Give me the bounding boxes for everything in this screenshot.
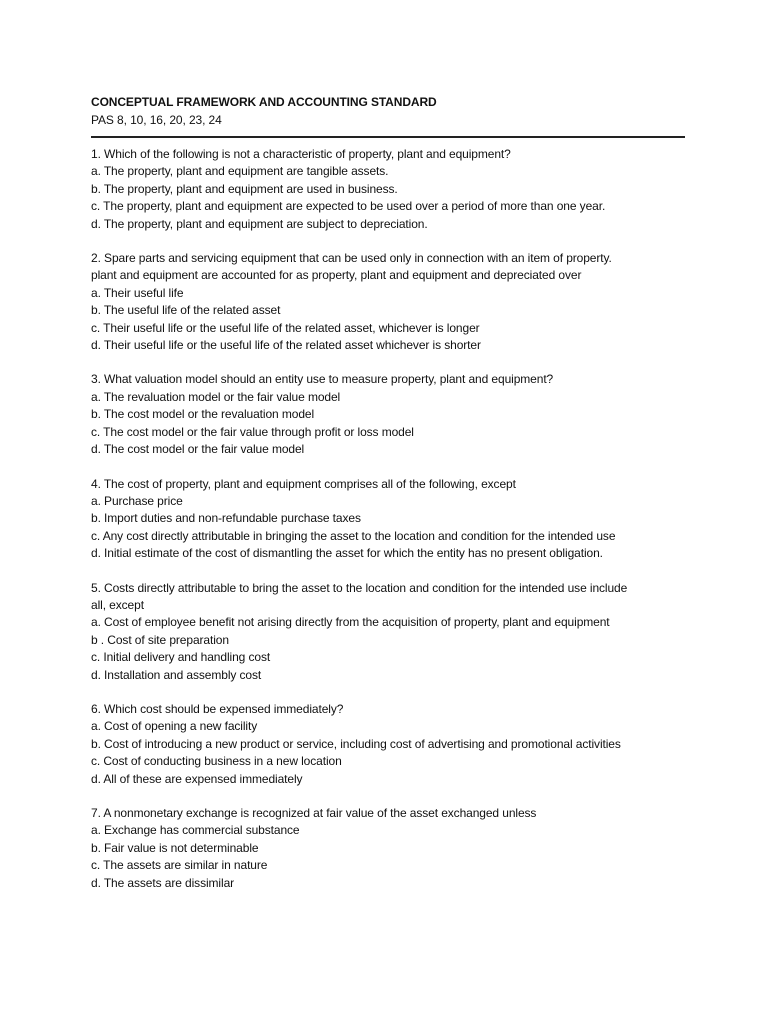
answer-option: d. Initial estimate of the cost of dismantling the asset for which the entity has no present obligation. — [91, 546, 603, 561]
answer-option: c. The assets are similar in nature — [91, 858, 268, 873]
answer-option: a. Cost of employee benefit not arising directly from the acquisition of property, plant and equipment — [91, 615, 610, 630]
answer-option: c. The cost model or the fair value through profit or loss model — [91, 424, 414, 439]
question-text: 1. Which of the following is not a characteristic of property, plant and equipment? — [91, 147, 511, 161]
question-2 — [91, 250, 685, 354]
answer-option: c. Initial delivery and handling cost — [91, 650, 271, 665]
answer-option: c. Their useful life or the useful life of the related asset, whichever is longer — [91, 320, 480, 335]
question-4 — [91, 476, 685, 563]
answer-option: d. All of these are expensed immediately — [91, 771, 303, 786]
question-text: 4. The cost of property, plant and equipment comprises all of the following, except — [91, 476, 516, 491]
answer-option: b. The useful life of the related asset — [91, 303, 281, 318]
question-text: all, except — [91, 597, 144, 612]
answer-option: d. The cost model or the fair value model — [91, 442, 305, 457]
answer-option: b. The property, plant and equipment are used in business. — [91, 181, 398, 196]
answer-option: d. Installation and assembly cost — [91, 667, 262, 682]
answer-option: c. The property, plant and equipment are expected to be used over a period of more than one year. — [91, 199, 606, 214]
document-page — [91, 93, 685, 909]
answer-option: a. Purchase price — [91, 493, 183, 508]
question-7 — [91, 805, 685, 892]
answer-option: b. Cost of introducing a new product or service, including cost of advertising and promotional activities — [91, 736, 621, 751]
answer-option: c. Any cost directly attributable in bringing the asset to the location and condition for the intended use — [91, 528, 616, 543]
answer-option: b. Fair value is not determinable — [91, 840, 259, 855]
answer-option: d. The assets are dissimilar — [91, 875, 235, 890]
question-3 — [91, 371, 685, 458]
question-6 — [91, 701, 685, 788]
answer-option: a. The property, plant and equipment are tangible assets. — [91, 164, 389, 179]
answer-option: b. Import duties and non-refundable purchase taxes — [91, 511, 361, 526]
answer-option: a. Their useful life — [91, 285, 184, 300]
question-text: 6. Which cost should be expensed immediately? — [91, 701, 344, 716]
answer-option: d. The property, plant and equipment are subject to depreciation. — [91, 216, 428, 231]
question-list — [91, 146, 685, 892]
question-text: 5. Costs directly attributable to bring the asset to the location and condition for the intended use include — [91, 580, 628, 595]
question-text: 2. Spare parts and servicing equipment that can be used only in connection with an item of property. — [91, 251, 612, 266]
document-subtitle: PAS 8, 10, 16, 20, 23, 24 — [91, 113, 222, 127]
answer-option: b. The cost model or the revaluation model — [91, 407, 315, 422]
answer-option: d. Their useful life or the useful life of the related asset whichever is shorter — [91, 338, 481, 353]
question-1 — [91, 146, 685, 233]
question-text: plant and equipment are accounted for as property, plant and equipment and depreciated over — [91, 268, 582, 283]
header-divider — [91, 136, 685, 138]
answer-option: a. The revaluation model or the fair value model — [91, 389, 341, 404]
question-text: 3. What valuation model should an entity use to measure property, plant and equipment? — [91, 372, 554, 387]
question-text: 7. A nonmonetary exchange is recognized at fair value of the asset exchanged unless — [91, 806, 537, 820]
answer-option: a. Exchange has commercial substance — [91, 823, 300, 838]
question-5 — [91, 580, 685, 684]
answer-option: b . Cost of site preparation — [91, 632, 229, 647]
document-title: CONCEPTUAL FRAMEWORK AND ACCOUNTING STANDARD — [91, 95, 437, 109]
answer-option: a. Cost of opening a new facility — [91, 719, 258, 734]
answer-option: c. Cost of conducting business in a new location — [91, 754, 342, 769]
